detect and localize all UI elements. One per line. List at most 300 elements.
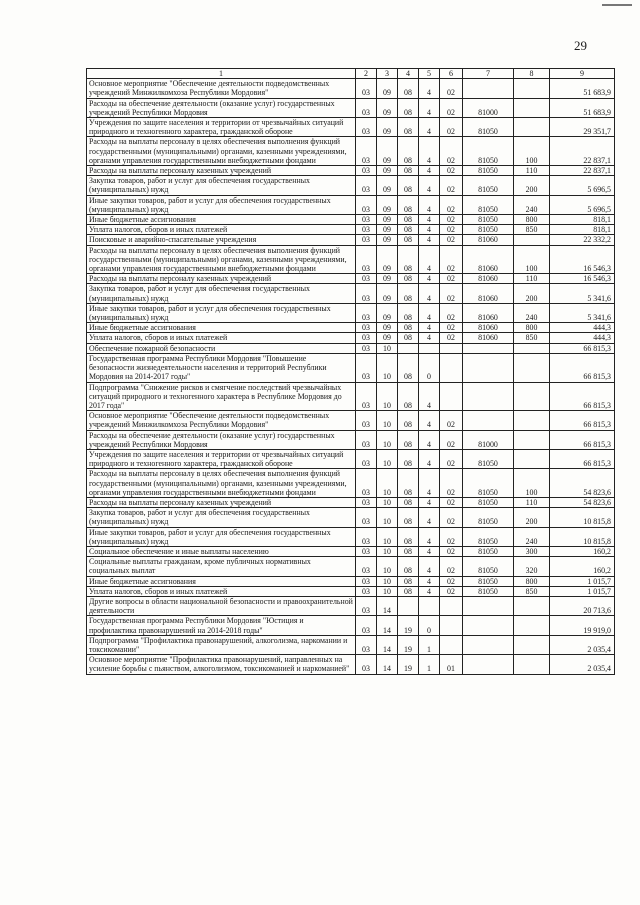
table-row — [87, 323, 615, 333]
code-cell: 03 — [356, 430, 377, 449]
code-cell: 08 — [398, 411, 419, 430]
amount-cell: 51 683,9 — [550, 79, 615, 98]
code-cell: 01 — [440, 655, 463, 674]
code-cell: 02 — [440, 497, 463, 507]
row-label: Расходы на обеспечение деятельности (оказание услуг) государственных учреждений Республики Мордовия — [87, 430, 356, 449]
row-label: Иные закупки товаров, работ и услуг для обеспечения государственных (муниципальных) нужд — [87, 527, 356, 546]
row-label: Государственная программа Республики Мордовия "Юстиция и профилактика правонарушений на 2014-2018 годы" — [87, 616, 356, 635]
row-label: Иные бюджетные ассигнования — [87, 323, 356, 333]
code-cell: 09 — [377, 303, 398, 322]
code-cell: 09 — [377, 195, 398, 214]
code-cell: 4 — [419, 576, 440, 586]
code-cell: 4 — [419, 546, 440, 556]
code-cell — [463, 596, 514, 615]
code-cell: 02 — [440, 586, 463, 596]
code-cell: 240 — [514, 303, 550, 322]
code-cell: 10 — [377, 469, 398, 498]
code-cell: 81060 — [463, 323, 514, 333]
code-cell: 03 — [356, 215, 377, 225]
row-label: Расходы на выплаты персоналу в целях обеспечения выполнения функций государственными (муниципальными) органами, казенными учреждениями, органами управления государственными внебюджетными фондами — [87, 469, 356, 498]
code-cell: 4 — [419, 215, 440, 225]
code-cell: 110 — [514, 274, 550, 284]
code-cell: 03 — [356, 118, 377, 137]
code-cell: 4 — [419, 333, 440, 343]
table-row — [87, 411, 615, 430]
code-cell: 10 — [377, 508, 398, 527]
code-cell: 800 — [514, 323, 550, 333]
code-cell: 4 — [419, 508, 440, 527]
code-cell: 09 — [377, 118, 398, 137]
code-cell: 08 — [398, 586, 419, 596]
code-cell: 02 — [440, 215, 463, 225]
row-label: Уплата налогов, сборов и иных платежей — [87, 586, 356, 596]
code-cell: 10 — [377, 382, 398, 411]
code-cell — [419, 596, 440, 615]
code-cell: 09 — [377, 323, 398, 333]
table-row — [87, 235, 615, 245]
table-row — [87, 635, 615, 654]
amount-cell: 16 546,3 — [550, 274, 615, 284]
code-cell: 10 — [377, 527, 398, 546]
amount-cell: 19 919,0 — [550, 616, 615, 635]
code-cell: 4 — [419, 449, 440, 468]
column-header: 8 — [514, 69, 550, 79]
code-cell: 02 — [440, 303, 463, 322]
amount-cell: 5 696,5 — [550, 176, 615, 195]
code-cell: 81060 — [463, 303, 514, 322]
code-cell: 850 — [514, 586, 550, 596]
code-cell: 81050 — [463, 176, 514, 195]
table-row — [87, 449, 615, 468]
code-cell — [419, 343, 440, 353]
row-label: Расходы на выплаты персоналу казенных учреждений — [87, 166, 356, 176]
code-cell: 4 — [419, 79, 440, 98]
code-cell: 320 — [514, 557, 550, 576]
code-cell: 81050 — [463, 449, 514, 468]
code-cell: 08 — [398, 527, 419, 546]
code-cell: 200 — [514, 176, 550, 195]
table-row — [87, 284, 615, 303]
code-cell: 08 — [398, 557, 419, 576]
code-cell — [463, 382, 514, 411]
code-cell: 4 — [419, 323, 440, 333]
code-cell: 02 — [440, 235, 463, 245]
code-cell: 10 — [377, 449, 398, 468]
code-cell: 02 — [440, 274, 463, 284]
amount-cell: 818,1 — [550, 225, 615, 235]
code-cell: 03 — [356, 235, 377, 245]
code-cell: 08 — [398, 449, 419, 468]
code-cell: 02 — [440, 333, 463, 343]
scan-artifact — [602, 4, 632, 6]
amount-cell: 66 815,3 — [550, 430, 615, 449]
code-cell: 850 — [514, 333, 550, 343]
code-cell: 110 — [514, 497, 550, 507]
code-cell: 09 — [377, 215, 398, 225]
header-row — [87, 69, 615, 79]
code-cell: 4 — [419, 284, 440, 303]
code-cell: 03 — [356, 274, 377, 284]
table-row — [87, 79, 615, 98]
code-cell: 4 — [419, 497, 440, 507]
code-cell: 10 — [377, 411, 398, 430]
code-cell: 03 — [356, 225, 377, 235]
code-cell: 03 — [356, 343, 377, 353]
code-cell: 03 — [356, 284, 377, 303]
code-cell — [463, 79, 514, 98]
amount-cell: 16 546,3 — [550, 245, 615, 274]
code-cell — [514, 616, 550, 635]
code-cell: 81050 — [463, 586, 514, 596]
table-row — [87, 382, 615, 411]
amount-cell: 1 015,7 — [550, 586, 615, 596]
row-label: Поисковые и аварийно-спасательные учреждения — [87, 235, 356, 245]
table-row — [87, 343, 615, 353]
code-cell: 81050 — [463, 557, 514, 576]
column-header: 7 — [463, 69, 514, 79]
code-cell: 08 — [398, 195, 419, 214]
amount-cell: 1 015,7 — [550, 576, 615, 586]
column-header: 3 — [377, 69, 398, 79]
code-cell: 10 — [377, 497, 398, 507]
code-cell: 14 — [377, 635, 398, 654]
code-cell: 81050 — [463, 118, 514, 137]
code-cell: 10 — [377, 576, 398, 586]
code-cell: 81060 — [463, 274, 514, 284]
code-cell — [440, 353, 463, 382]
row-label: Уплата налогов, сборов и иных платежей — [87, 333, 356, 343]
amount-cell: 160,2 — [550, 546, 615, 556]
table-row — [87, 576, 615, 586]
code-cell: 03 — [356, 576, 377, 586]
code-cell: 02 — [440, 176, 463, 195]
code-cell: 10 — [377, 557, 398, 576]
code-cell: 08 — [398, 430, 419, 449]
table-row — [87, 333, 615, 343]
code-cell: 02 — [440, 137, 463, 166]
code-cell: 81050 — [463, 546, 514, 556]
code-cell: 09 — [377, 274, 398, 284]
code-cell: 02 — [440, 166, 463, 176]
code-cell: 08 — [398, 323, 419, 333]
table-row — [87, 245, 615, 274]
amount-cell: 51 683,9 — [550, 98, 615, 117]
table-row — [87, 274, 615, 284]
row-label: Иные закупки товаров, работ и услуг для обеспечения государственных (муниципальных) нужд — [87, 303, 356, 322]
column-header: 6 — [440, 69, 463, 79]
code-cell: 08 — [398, 225, 419, 235]
budget-table — [86, 68, 615, 675]
code-cell: 08 — [398, 235, 419, 245]
code-cell: 81050 — [463, 469, 514, 498]
column-header: 4 — [398, 69, 419, 79]
code-cell: 81000 — [463, 98, 514, 117]
table-row — [87, 527, 615, 546]
code-cell: 02 — [440, 284, 463, 303]
code-cell: 08 — [398, 215, 419, 225]
code-cell — [440, 382, 463, 411]
code-cell: 09 — [377, 79, 398, 98]
code-cell: 1 — [419, 655, 440, 674]
code-cell: 02 — [440, 508, 463, 527]
code-cell: 4 — [419, 166, 440, 176]
code-cell — [514, 79, 550, 98]
table-row — [87, 303, 615, 322]
code-cell: 03 — [356, 497, 377, 507]
table-row — [87, 225, 615, 235]
code-cell: 4 — [419, 195, 440, 214]
column-header: 9 — [550, 69, 615, 79]
code-cell: 4 — [419, 411, 440, 430]
amount-cell: 444,3 — [550, 333, 615, 343]
code-cell: 02 — [440, 323, 463, 333]
code-cell: 4 — [419, 557, 440, 576]
amount-cell: 2 035,4 — [550, 635, 615, 654]
column-header: 2 — [356, 69, 377, 79]
code-cell: 4 — [419, 137, 440, 166]
code-cell: 08 — [398, 382, 419, 411]
row-label: Иные закупки товаров, работ и услуг для обеспечения государственных (муниципальных) нужд — [87, 195, 356, 214]
code-cell: 240 — [514, 195, 550, 214]
code-cell — [514, 411, 550, 430]
code-cell: 200 — [514, 508, 550, 527]
code-cell: 03 — [356, 245, 377, 274]
code-cell — [463, 343, 514, 353]
code-cell: 03 — [356, 137, 377, 166]
table-row — [87, 508, 615, 527]
code-cell: 08 — [398, 546, 419, 556]
amount-cell: 54 823,6 — [550, 497, 615, 507]
code-cell — [463, 353, 514, 382]
code-cell: 10 — [377, 353, 398, 382]
code-cell: 300 — [514, 546, 550, 556]
code-cell: 08 — [398, 79, 419, 98]
code-cell — [398, 343, 419, 353]
code-cell: 03 — [356, 596, 377, 615]
code-cell: 1 — [419, 635, 440, 654]
row-label: Основное мероприятие "Обеспечение деятельности подведомственных учреждений Минжилкомхоза Республики Мордовия" — [87, 411, 356, 430]
code-cell: 4 — [419, 586, 440, 596]
table-row — [87, 98, 615, 117]
code-cell: 08 — [398, 137, 419, 166]
code-cell: 08 — [398, 469, 419, 498]
code-cell: 03 — [356, 303, 377, 322]
code-cell: 09 — [377, 245, 398, 274]
code-cell — [463, 616, 514, 635]
code-cell — [514, 596, 550, 615]
code-cell: 09 — [377, 284, 398, 303]
row-label: Основное мероприятие "Профилактика правонарушений, направленных на усиление борьбы с пьянством, алкоголизмом, токсикоманией и наркоманией" — [87, 655, 356, 674]
code-cell: 4 — [419, 430, 440, 449]
column-header: 5 — [419, 69, 440, 79]
code-cell: 19 — [398, 635, 419, 654]
amount-cell: 29 351,7 — [550, 118, 615, 137]
table-row — [87, 215, 615, 225]
code-cell — [440, 343, 463, 353]
amount-cell: 10 815,8 — [550, 508, 615, 527]
code-cell: 02 — [440, 546, 463, 556]
amount-cell: 66 815,3 — [550, 343, 615, 353]
table-row — [87, 166, 615, 176]
table-row — [87, 546, 615, 556]
code-cell: 09 — [377, 225, 398, 235]
row-label: Закупка товаров, работ и услуг для обеспечения государственных (муниципальных) нужд — [87, 284, 356, 303]
code-cell: 81000 — [463, 430, 514, 449]
code-cell: 03 — [356, 166, 377, 176]
code-cell: 240 — [514, 527, 550, 546]
code-cell: 02 — [440, 225, 463, 235]
code-cell: 4 — [419, 274, 440, 284]
code-cell — [514, 655, 550, 674]
code-cell: 03 — [356, 333, 377, 343]
amount-cell: 2 035,4 — [550, 655, 615, 674]
code-cell: 08 — [398, 333, 419, 343]
code-cell — [463, 635, 514, 654]
code-cell — [514, 118, 550, 137]
code-cell — [514, 430, 550, 449]
amount-cell: 22 837,1 — [550, 137, 615, 166]
amount-cell: 66 815,3 — [550, 449, 615, 468]
code-cell: 03 — [356, 616, 377, 635]
code-cell: 4 — [419, 118, 440, 137]
code-cell: 850 — [514, 225, 550, 235]
code-cell: 02 — [440, 98, 463, 117]
table-row — [87, 557, 615, 576]
amount-cell: 818,1 — [550, 215, 615, 225]
table-row — [87, 137, 615, 166]
row-label: Расходы на выплаты персоналу казенных учреждений — [87, 274, 356, 284]
code-cell: 4 — [419, 176, 440, 195]
code-cell: 03 — [356, 176, 377, 195]
code-cell — [514, 382, 550, 411]
code-cell: 03 — [356, 655, 377, 674]
code-cell: 08 — [398, 508, 419, 527]
code-cell: 03 — [356, 382, 377, 411]
code-cell: 81060 — [463, 284, 514, 303]
table-row — [87, 586, 615, 596]
code-cell: 81060 — [463, 235, 514, 245]
row-label: Расходы на выплаты персоналу в целях обеспечения выполнения функций государственными (муниципальными) органами, казенными учреждениями, органами управления государственными внебюджетными фондами — [87, 137, 356, 166]
code-cell — [514, 98, 550, 117]
code-cell: 08 — [398, 303, 419, 322]
amount-cell: 5 341,6 — [550, 284, 615, 303]
row-label: Расходы на выплаты персоналу казенных учреждений — [87, 497, 356, 507]
code-cell: 08 — [398, 576, 419, 586]
code-cell: 800 — [514, 215, 550, 225]
code-cell: 08 — [398, 166, 419, 176]
table-row — [87, 596, 615, 615]
code-cell: 03 — [356, 546, 377, 556]
amount-cell: 66 815,3 — [550, 353, 615, 382]
code-cell — [463, 411, 514, 430]
code-cell: 03 — [356, 98, 377, 117]
code-cell — [514, 235, 550, 245]
code-cell: 02 — [440, 195, 463, 214]
amount-cell: 22 332,2 — [550, 235, 615, 245]
code-cell: 14 — [377, 655, 398, 674]
amount-cell: 66 815,3 — [550, 411, 615, 430]
code-cell: 08 — [398, 176, 419, 195]
row-label: Государственная программа Республики Мордовия "Повышение безопасности жизнедеятельности населения и территорий Республики Мордовия на 2014-2017 годы" — [87, 353, 356, 382]
table-row — [87, 118, 615, 137]
row-label: Закупка товаров, работ и услуг для обеспечения государственных (муниципальных) нужд — [87, 176, 356, 195]
code-cell: 02 — [440, 411, 463, 430]
code-cell: 08 — [398, 118, 419, 137]
row-label: Расходы на выплаты персоналу в целях обеспечения выполнения функций государственными (муниципальными) органами, казенными учреждениями, органами управления государственными внебюджетными фондами — [87, 245, 356, 274]
code-cell: 03 — [356, 449, 377, 468]
code-cell — [398, 596, 419, 615]
code-cell: 10 — [377, 430, 398, 449]
code-cell: 81060 — [463, 333, 514, 343]
code-cell: 81050 — [463, 215, 514, 225]
code-cell: 4 — [419, 225, 440, 235]
code-cell: 02 — [440, 118, 463, 137]
code-cell: 4 — [419, 303, 440, 322]
code-cell: 09 — [377, 235, 398, 245]
row-label: Другие вопросы в области национальной безопасности и правоохранительной деятельности — [87, 596, 356, 615]
code-cell: 03 — [356, 557, 377, 576]
page-number: 29 — [574, 38, 587, 53]
row-label: Основное мероприятие "Обеспечение деятельности подведомственных учреждений Минжилкомхоза Республики Мордовия" — [87, 79, 356, 98]
code-cell: 08 — [398, 284, 419, 303]
code-cell: 800 — [514, 576, 550, 586]
code-cell: 03 — [356, 353, 377, 382]
code-cell: 4 — [419, 527, 440, 546]
code-cell: 14 — [377, 616, 398, 635]
code-cell: 14 — [377, 596, 398, 615]
row-label: Учреждения по защите населения и территории от чрезвычайных ситуаций природного и техногенного характера, гражданской обороне — [87, 118, 356, 137]
code-cell: 03 — [356, 508, 377, 527]
row-label: Социальное обеспечение и иные выплаты населению — [87, 546, 356, 556]
amount-cell: 20 713,6 — [550, 596, 615, 615]
code-cell: 81060 — [463, 245, 514, 274]
code-cell — [440, 616, 463, 635]
code-cell: 10 — [377, 586, 398, 596]
code-cell: 08 — [398, 274, 419, 284]
code-cell: 03 — [356, 527, 377, 546]
row-label: Социальные выплаты гражданам, кроме публичных нормативных социальных выплат — [87, 557, 356, 576]
row-label: Закупка товаров, работ и услуг для обеспечения государственных (муниципальных) нужд — [87, 508, 356, 527]
code-cell: 81050 — [463, 137, 514, 166]
code-cell: 81050 — [463, 508, 514, 527]
code-cell — [514, 449, 550, 468]
code-cell: 81050 — [463, 195, 514, 214]
code-cell: 09 — [377, 333, 398, 343]
table-row — [87, 497, 615, 507]
code-cell: 4 — [419, 235, 440, 245]
amount-cell: 66 815,3 — [550, 382, 615, 411]
code-cell: 02 — [440, 527, 463, 546]
row-label: Подпрограмма "Снижение рисков и смягчение последствий чрезвычайных ситуаций природного и техногенного характера в Республике Мордовия до 2017 года" — [87, 382, 356, 411]
code-cell — [463, 655, 514, 674]
code-cell: 02 — [440, 79, 463, 98]
code-cell: 4 — [419, 469, 440, 498]
code-cell: 09 — [377, 176, 398, 195]
code-cell: 81050 — [463, 576, 514, 586]
amount-cell: 54 823,6 — [550, 469, 615, 498]
code-cell: 03 — [356, 79, 377, 98]
table-row — [87, 655, 615, 674]
code-cell: 81050 — [463, 497, 514, 507]
table-row — [87, 195, 615, 214]
code-cell: 02 — [440, 449, 463, 468]
code-cell: 02 — [440, 557, 463, 576]
code-cell: 03 — [356, 323, 377, 333]
code-cell: 81050 — [463, 225, 514, 235]
code-cell — [440, 596, 463, 615]
code-cell: 03 — [356, 586, 377, 596]
code-cell: 08 — [398, 497, 419, 507]
